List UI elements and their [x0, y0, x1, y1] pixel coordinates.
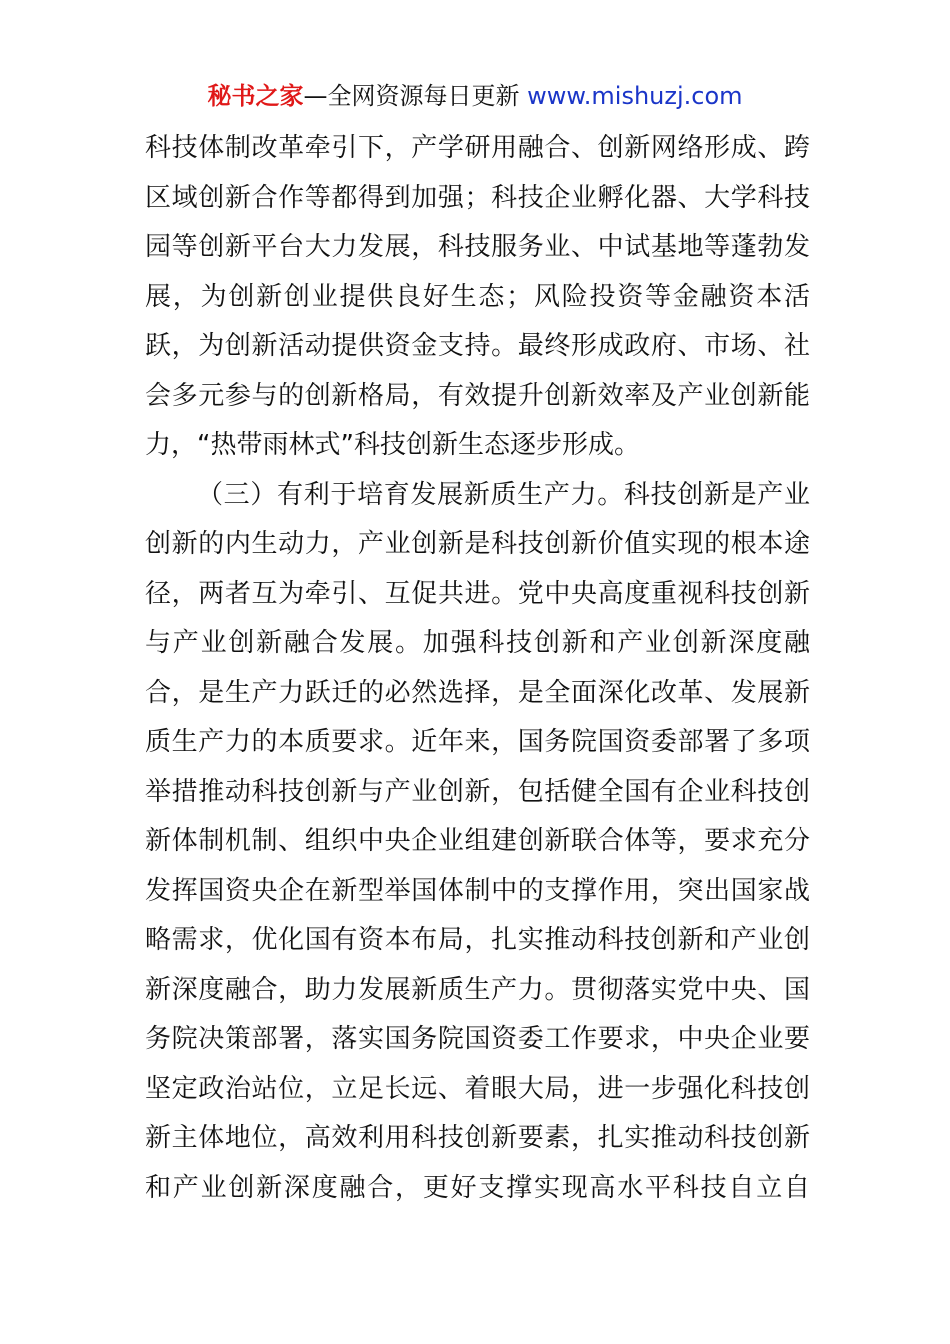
text-line: 径，两者互为牵引、互促共进。党中央高度重视科技创新 [145, 578, 810, 609]
page-header [0, 80, 950, 112]
section-heading-line: （三）有利于培育发展新质生产力。科技创新是产业 [197, 479, 810, 510]
text-line: 发挥国资央企在新型举国体制中的支撑作用，突出国家战 [145, 875, 810, 906]
text-line: 略需求，优化国有资本布局，扎实推动科技创新和产业创 [145, 925, 810, 955]
text-line: 跃，为创新活动提供资金支持。最终形成政府、市场、社 [145, 331, 810, 361]
text-line: 园等创新平台大力发展，科技服务业、中试基地等蓬勃发 [145, 232, 810, 262]
text-line: 和产业创新深度融合，更好支撑实现高水平科技自立自 [145, 1172, 810, 1203]
text-line: 新体制机制、组织中央企业组建创新联合体等，要求充分 [145, 826, 810, 856]
text-line: 科技体制改革牵引下，产学研用融合、创新网络形成、跨 [145, 133, 810, 163]
site-url-link[interactable]: www.mishuzj.com [527, 82, 743, 110]
text-line: 会多元参与的创新格局，有效提升创新效率及产业创新能 [145, 380, 810, 411]
text-line: 创新的内生动力，产业创新是科技创新价值实现的根本途 [145, 529, 810, 559]
text-line: 合，是生产力跃迁的必然选择，是全面深化改革、发展新 [145, 677, 810, 708]
text-line: 质生产力的本质要求。近年来，国务院国资委部署了多项 [145, 727, 810, 757]
text-line: 坚定政治站位，立足长远、着眼大局，进一步强化科技创 [145, 1073, 810, 1104]
text-line: 新深度融合，助力发展新质生产力。贯彻落实党中央、国 [145, 974, 810, 1005]
site-brand: 秘书之家 [207, 82, 304, 110]
text-line: 与产业创新融合发展。加强科技创新和产业创新深度融 [145, 628, 810, 658]
paragraph-end-line: 力，“热带雨林式”科技创新生态逐步形成。 [145, 430, 640, 460]
text-line: 区域创新合作等都得到加强；科技企业孵化器、大学科技 [145, 182, 810, 213]
text-line: 展，为创新创业提供良好生态；风险投资等金融资本活 [145, 281, 810, 312]
text-line: 新主体地位，高效利用科技创新要素，扎实推动科技创新 [145, 1123, 810, 1153]
site-tagline: —全网资源每日更新 [303, 82, 528, 110]
document-body [145, 124, 810, 1213]
text-line: 务院决策部署，落实国务院国资委工作要求，中央企业要 [145, 1024, 810, 1054]
text-line: 举措推动科技创新与产业创新，包括健全国有企业科技创 [145, 776, 810, 807]
